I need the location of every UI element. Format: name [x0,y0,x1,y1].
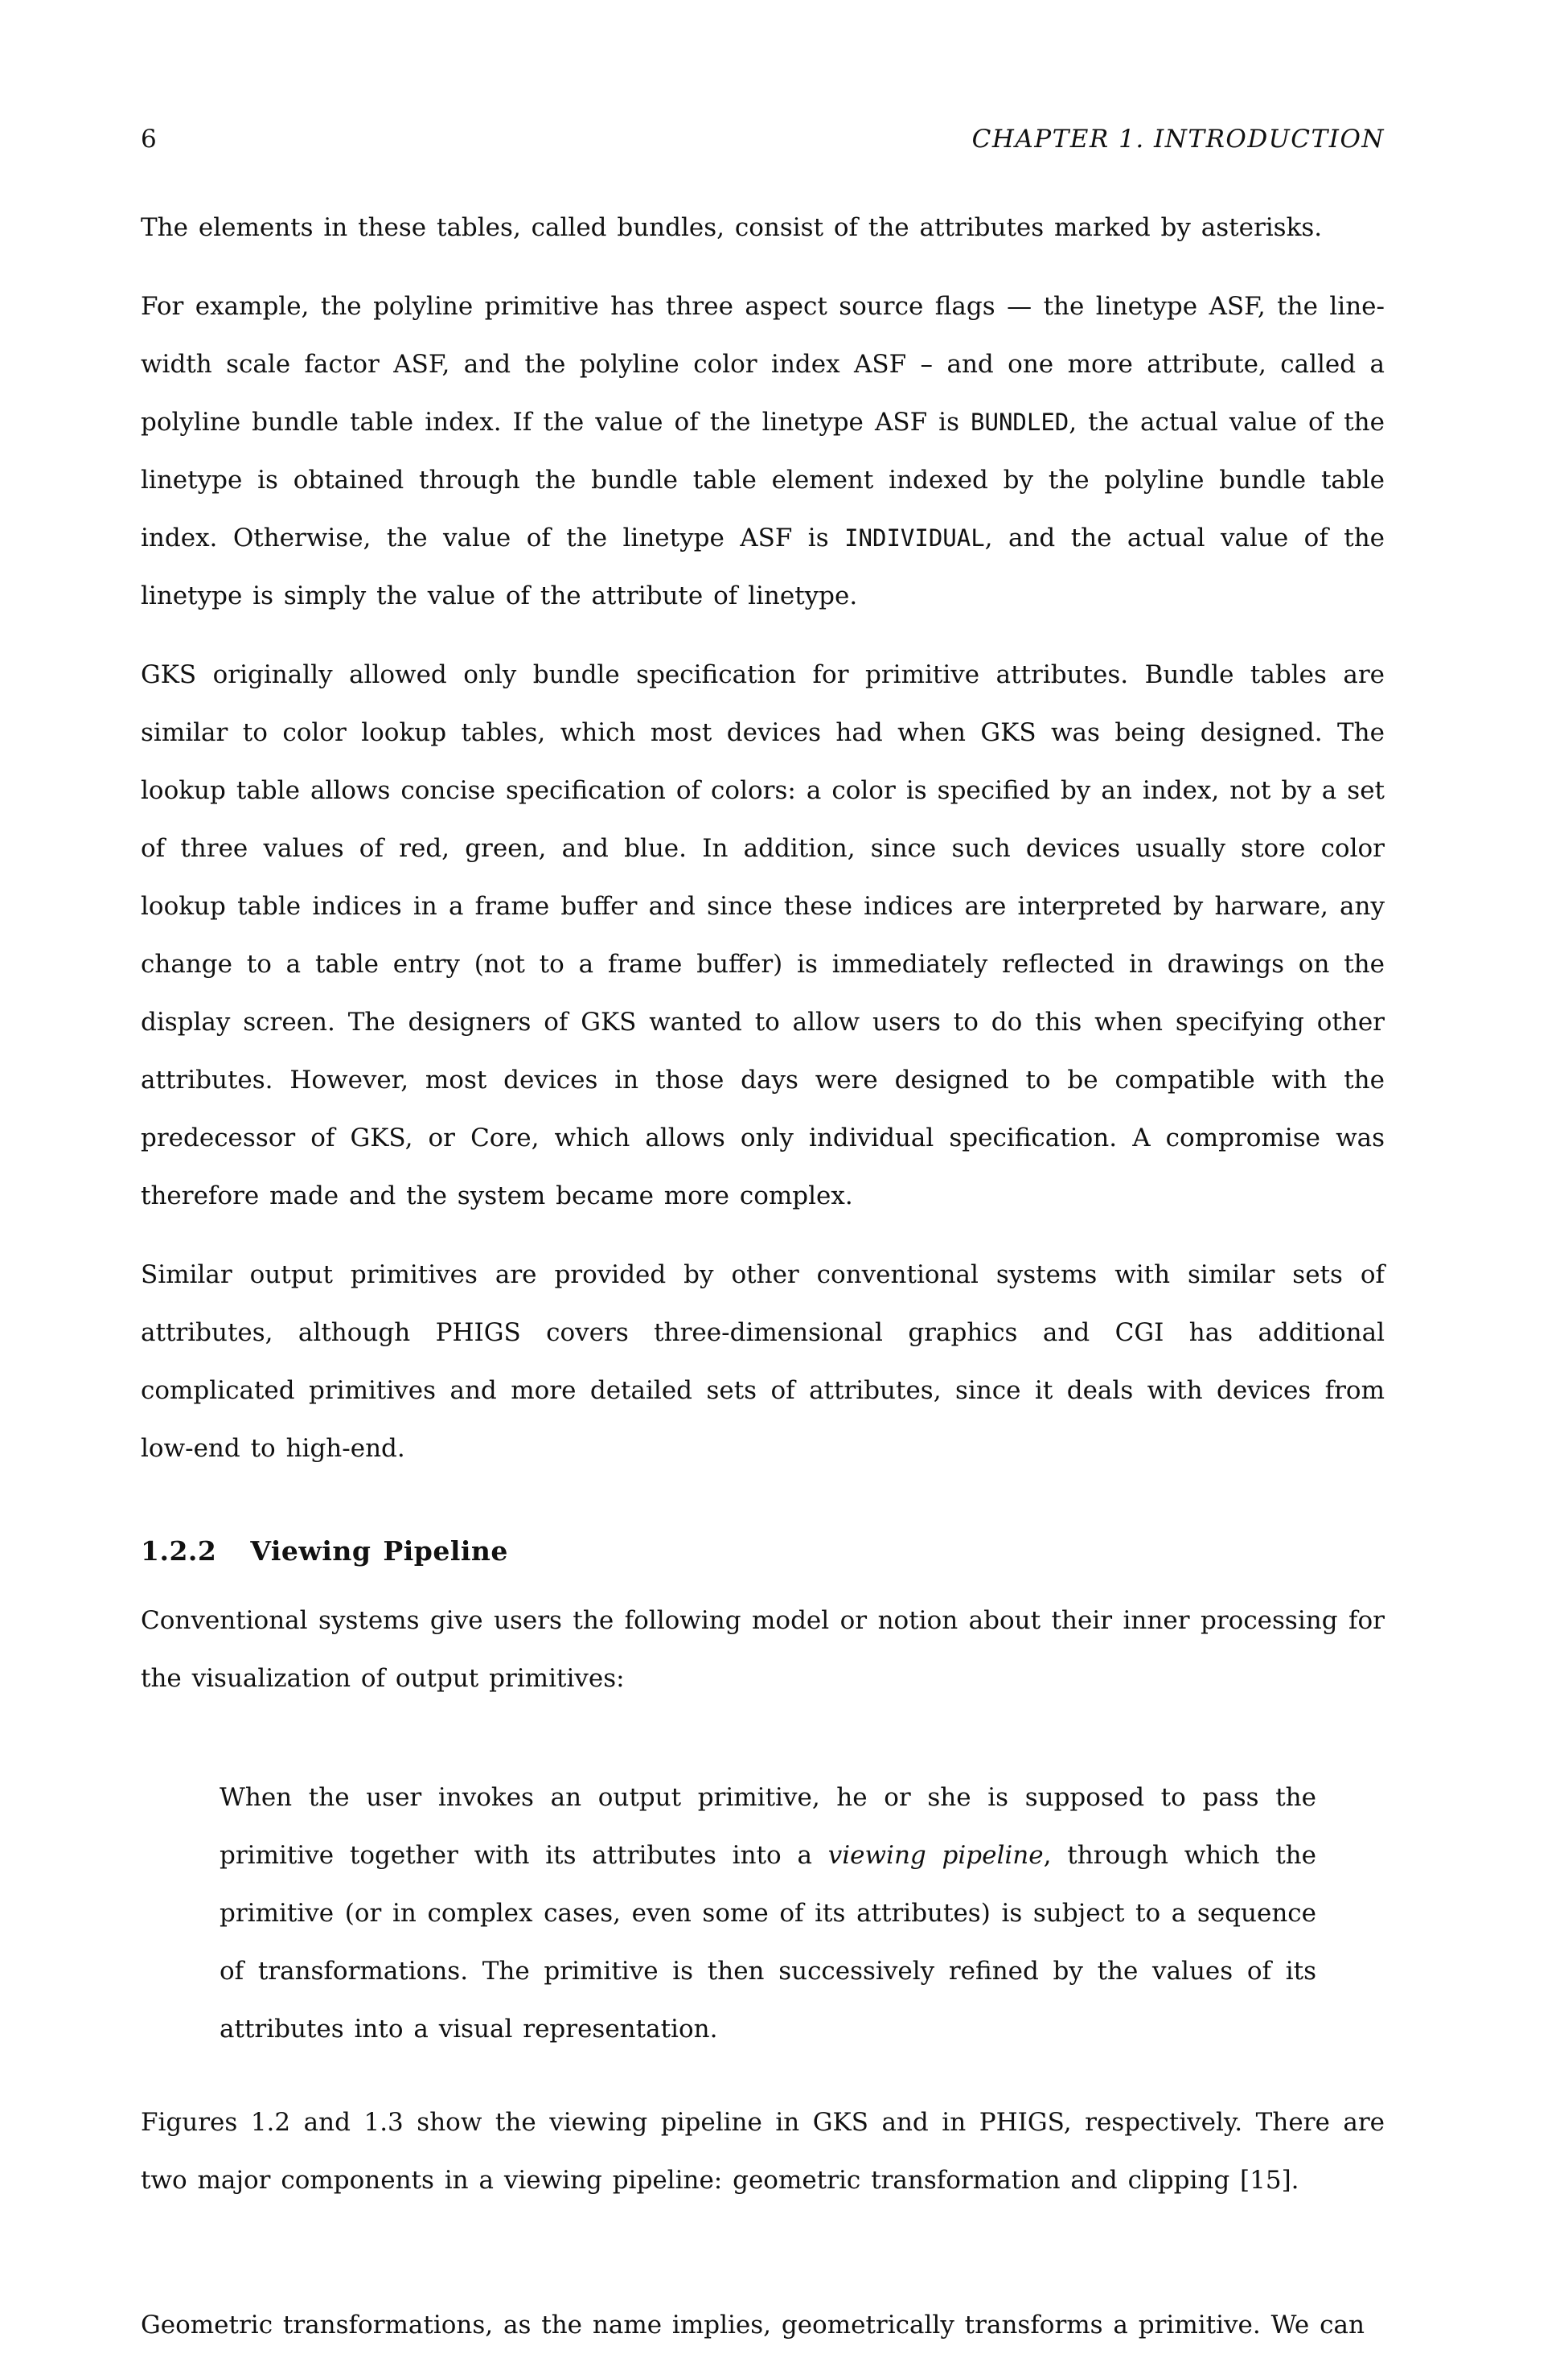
paragraph-bundles-intro [141,199,1385,257]
text-run: GKS originally allowed only bundle specification for primitive attributes. Bundle tables are similar to color lookup tables, which most devices had when GKS was being designed. The lookup table allows concise specification of colors: a color is specified by an index, not by a set of three values of red, green, and blue. In addition, since such devices usually store color lookup table indices in a frame buffer and since these indices are interpreted by harware, any change to a table entry (not to a frame buffer) is immediately reflected in drawings on the display screen. The designers of GKS wanted to allow users to do this when specifying other attributes. However, most devices in those days were designed to be compatible with the predecessor of GKS, or Core, which allows only individual specification. A compromise was therefore made and the system became more complex. [141,660,1385,1210]
page-header [141,125,1385,154]
page-number: 6 [141,125,158,154]
text-run: Figures 1.2 and 1.3 show the viewing pipeline in GKS and in PHIGS, respectively. There are two major components in a viewing pipeline: geometric transformation and clipping [15]. [141,2108,1385,2195]
paragraph-figures-reference [141,2093,1385,2209]
section-title: Viewing Pipeline [250,1535,508,1567]
running-head-chapter-title: CHAPTER 1. INTRODUCTION [971,125,1385,154]
text-run: Conventional systems give users the following model or notion about their inner processing for the visualization of output primitives: [141,1606,1385,1693]
code-run-bundled: BUNDLED [971,409,1069,436]
code-run-individual: INDIVIDUAL [844,524,985,552]
text-run: When the user invokes an output primitive, he or she is supposed to pass the primitive together with its attributes into a [220,1783,1316,1870]
block-quote-viewing-pipeline [220,1769,1316,2058]
paragraph-gks-bundle-history [141,646,1385,1225]
text-run: Geometric transformations, as the name implies, geometrically transforms a primitive. We can [141,2311,1365,2340]
text-run: , the actual value of the linetype is obtained through the bundle table element indexed by the polyline bundle table index. Otherwise, the value of the linetype ASF is [141,408,1385,553]
paragraph-similar-primitives [141,1246,1385,1477]
paragraph-geometric-transformations [141,2296,1385,2354]
paragraph-polyline-example [141,277,1385,625]
text-run: For example, the polyline primitive has three aspect source flags — the linetype ASF, the line-width scale factor ASF, and the polyline color index ASF – and one more attribute, called a polyline bundle table index. If the value of the linetype ASF is [141,292,1385,437]
section-heading-viewing-pipeline [141,1522,1385,1580]
text-run: , through which the primitive (or in complex cases, even some of its attributes) is subject to a sequence of transformations. The primitive is then successively refined by the values of its attributes into a visual representation. [220,1841,1316,2044]
section-number: 1.2.2 [141,1535,217,1567]
text-run: Similar output primitives are provided by other conventional systems with similar sets of attributes, although PHIGS covers three-dimensional graphics and CGI has additional complicated primitives and more detailed sets of attributes, since it deals with devices from low-end to high-end. [141,1260,1385,1463]
page-body [141,199,1385,2354]
paragraph-conventional-model [141,1592,1385,1707]
italic-run-viewing-pipeline: viewing pipeline [827,1841,1044,1870]
text-run: The elements in these tables, called bundles, consist of the attributes marked by asterisks. [141,213,1323,242]
text-run: , and the actual value of the linetype is simply the value of the attribute of linetype. [141,524,1385,610]
